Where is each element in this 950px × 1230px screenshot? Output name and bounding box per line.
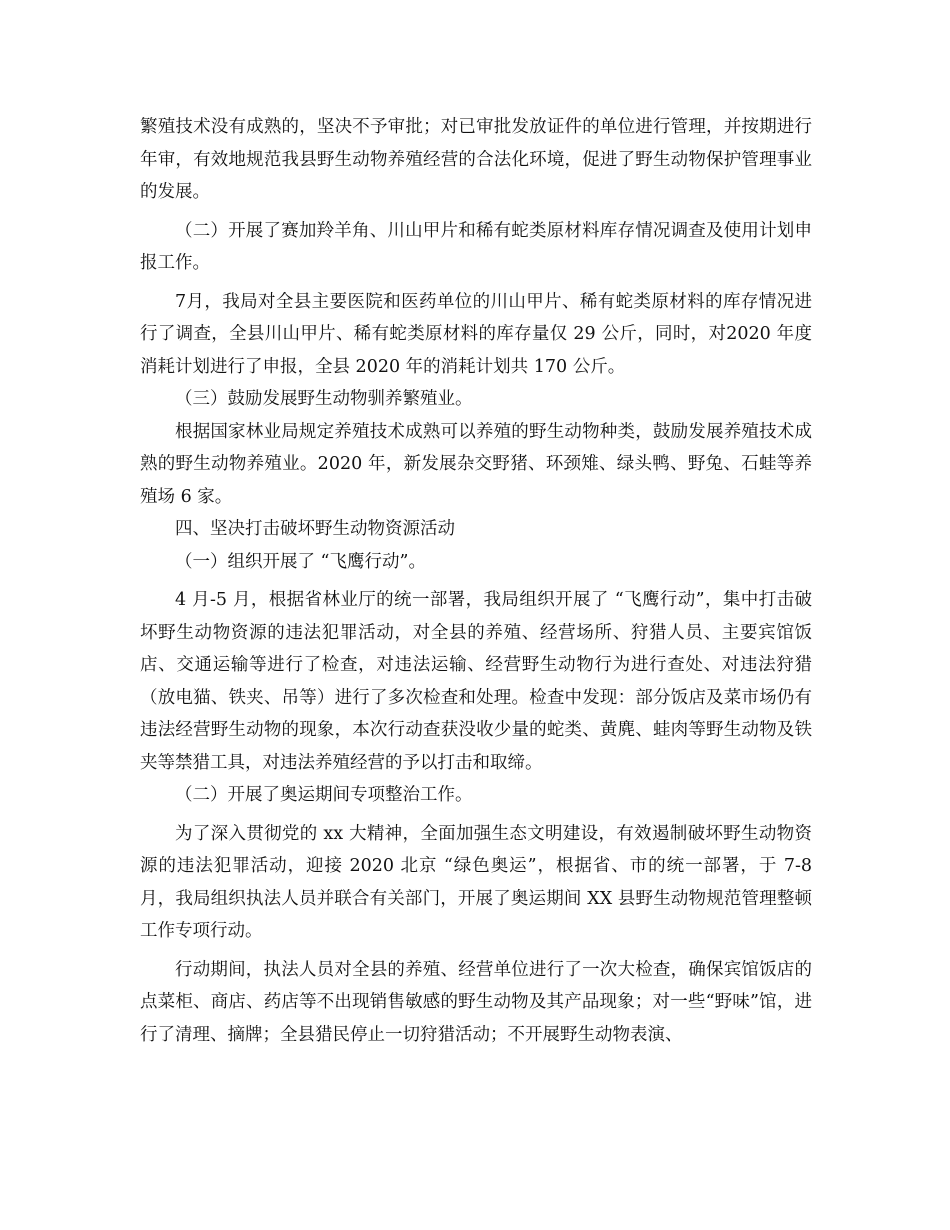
paragraph-continuation: 繁殖技术没有成熟的，坚决不予审批；对已审批发放证件的单位进行管理，并按期进行年审，有效地规范我县野生动物养殖经营的合法化环境，促进了野生动物保护管理事业的发展。 <box>140 117 812 202</box>
paragraph: 行动期间，执法人员对全县的养殖、经营单位进行了一次大检查，确保宾馆饭店的点菜柜、商店、药店等不出现销售敏感的野生动物及其产品现象；对一些“野味”馆，进行了清理、摘牌；全县猎民停止一切狩猎活动；不开展野生动物表演、 <box>140 959 812 1045</box>
subheading-1: （一）组织开展了 “飞鹰行动”。 <box>175 551 426 572</box>
paragraph: 为了深入贯彻党的 xx 大精神，全面加强生态文明建设，有效遏制破坏野生动物资源的违法犯罪活动，迎接 2020 北京 “绿色奥运”，根据省、市的统一部署，于 7-8 月，我局组织执法人员并联合有关部门，开展了奥运期间 XX 县野生动物规范管理整顿工作专项行动。 <box>140 823 812 941</box>
paragraph: 根据国家林业局规定养殖技术成熟可以养殖的野生动物种类，鼓励发展养殖技术成熟的野生动物养殖业。2020 年，新发展杂交野猪、环颈雉、绿头鸭、野兔、石蛙等养殖场 6 家。 <box>140 421 812 507</box>
subheading-3: （三）鼓励发展野生动物驯养繁殖业。 <box>175 389 473 409</box>
document-body <box>140 111 812 1051</box>
section-heading-4: 四、坚决打击破坏野生动物资源活动 <box>175 519 455 539</box>
subheading-2: （二）开展了奥运期间专项整治工作。 <box>175 785 473 805</box>
paragraph: 4 月-5 月，根据省林业厅的统一部署，我局组织开展了 “飞鹰行动”，集中打击破坏野生动物资源的违法犯罪活动，对全县的养殖、经营场所、狩猎人员、主要宾馆饭店、交通运输等进行了检查，对违法运输、经营野生动物行为进行查处、对违法狩猎（放电猫、铁夹、吊等）进行了多次检查和处理。检查中发现：部分饭店及菜市场仍有违法经营野生动物的现象，本次行动查获没收少量的蛇类、黄麂、蛙肉等野生动物及铁夹等禁猎工具，对违法养殖经营的予以打击和取缔。 <box>140 590 812 773</box>
paragraph: 7月，我局对全县主要医院和医药单位的川山甲片、稀有蛇类原材料的库存情况进行了调查，全县川山甲片、稀有蛇类原材料的库存量仅 29 公斤，同时，对2020 年度消耗计划进行了申报，全县 2020 年的消耗计划共 170 公斤。 <box>140 291 812 377</box>
subheading-2: （二）开展了赛加羚羊角、川山甲片和稀有蛇类原材料库存情况调查及使用计划申报工作。 <box>140 220 812 273</box>
